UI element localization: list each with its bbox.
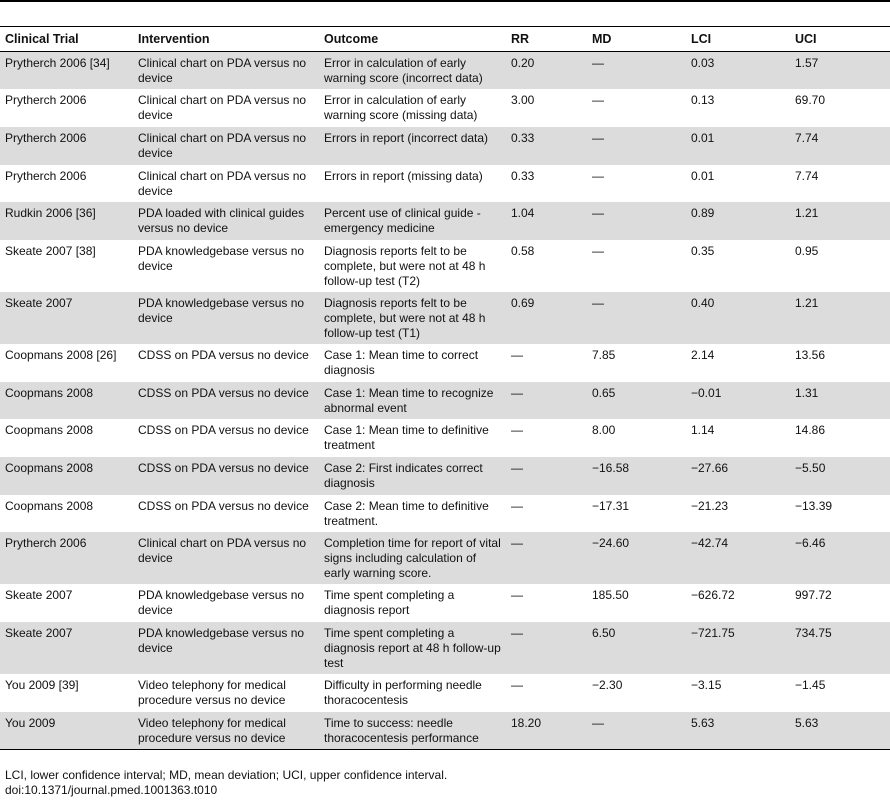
table-row — [0, 674, 890, 712]
cell-uci: 5.63 — [790, 712, 890, 750]
cell-intervention: Clinical chart on PDA versus no device — [138, 168, 307, 198]
cell-md: — — [587, 127, 686, 165]
cell-lci: 2.14 — [691, 347, 715, 362]
cell-uci: 1.21 — [790, 202, 890, 240]
cell-md: 185.50 — [592, 588, 629, 603]
cell-clinical-trial: Prytherch 2006 — [5, 168, 87, 183]
cell-intervention: CDSS on PDA versus no device — [138, 423, 309, 438]
cell-rr: 0.33 — [506, 127, 587, 165]
cell-uci: 1.31 — [790, 382, 890, 420]
cell-intervention: CDSS on PDA versus no device — [138, 498, 309, 513]
cell-intervention: CDSS on PDA versus no device — [138, 347, 309, 362]
cell-outcome: Case 1: Mean time to recognize abnormal event — [319, 382, 506, 420]
table-row — [0, 532, 890, 584]
cell-md: — — [592, 243, 604, 258]
cell-clinical-trial: Prytherch 2006 — [0, 127, 133, 165]
cell-clinical-trial: Prytherch 2006 — [0, 532, 133, 584]
cell-rr: 0.58 — [511, 243, 535, 258]
cell-intervention: PDA loaded with clinical guides versus no device — [133, 202, 319, 240]
cell-md: −2.30 — [592, 678, 623, 693]
cell-lci: 0.03 — [686, 52, 790, 90]
cell-clinical-trial: Prytherch 2006 — [5, 93, 87, 108]
cell-outcome: Diagnosis reports felt to be complete, but were not at 48 h follow-up test (T1) — [319, 292, 506, 344]
cell-clinical-trial: You 2009 — [0, 712, 133, 750]
cell-lci: −0.01 — [686, 382, 790, 420]
cell-uci: −1.45 — [795, 678, 826, 693]
cell-md: −17.31 — [592, 498, 630, 513]
cell-intervention: Video telephony for medical procedure versus no device — [138, 678, 286, 708]
cell-md: — — [587, 712, 686, 750]
cell-lci: 0.89 — [686, 202, 790, 240]
header-row — [0, 27, 890, 52]
cell-rr: 0.33 — [511, 168, 535, 183]
cell-rr: 0.20 — [506, 52, 587, 90]
cell-outcome: Completion time for report of vital signs including calculation of early warning score. — [319, 532, 506, 584]
cell-intervention: PDA knowledgebase versus no device — [133, 292, 319, 344]
cell-rr: — — [511, 347, 523, 362]
cell-uci: −5.50 — [790, 457, 890, 495]
footnote-abbreviations: LCI, lower confidence interval; MD, mean deviation; UCI, upper confidence interval. — [5, 768, 448, 782]
cell-lci: 0.01 — [686, 127, 790, 165]
cell-rr: — — [506, 382, 587, 420]
cell-uci: 1.21 — [790, 292, 890, 344]
cell-outcome: Time spent completing a diagnosis report — [324, 588, 455, 618]
results-table — [0, 26, 890, 750]
table-row — [0, 712, 890, 750]
cell-intervention: PDA knowledgebase versus no device — [133, 622, 319, 674]
cell-md: — — [587, 52, 686, 90]
cell-clinical-trial: Skeate 2007 [38] — [5, 243, 96, 258]
cell-rr: — — [511, 498, 523, 513]
cell-rr: — — [506, 622, 587, 674]
cell-outcome: Case 1: Mean time to correct diagnosis — [324, 347, 479, 377]
cell-uci: 1.57 — [790, 52, 890, 90]
cell-outcome: Case 2: First indicates correct diagnosis — [319, 457, 506, 495]
cell-clinical-trial: Rudkin 2006 [36] — [0, 202, 133, 240]
top-band — [0, 2, 890, 24]
table-row — [0, 127, 890, 165]
cell-outcome: Error in calculation of early warning score (incorrect data) — [319, 52, 506, 90]
cell-outcome: Diagnosis reports felt to be complete, but were not at 48 h follow-up test (T2) — [324, 243, 486, 288]
table-row — [0, 457, 890, 495]
cell-uci: 13.56 — [795, 347, 826, 362]
cell-rr: — — [511, 423, 523, 438]
cell-uci: 734.75 — [790, 622, 890, 674]
cell-uci: 7.74 — [795, 168, 819, 183]
cell-md: −24.60 — [587, 532, 686, 584]
cell-md: −16.58 — [587, 457, 686, 495]
header-outcome: Outcome — [319, 27, 506, 52]
table-row — [0, 382, 890, 420]
cell-lci: −21.23 — [691, 498, 729, 513]
cell-md: — — [592, 168, 604, 183]
header-md: MD — [587, 27, 686, 52]
cell-md: 0.65 — [587, 382, 686, 420]
footnote-doi: doi:10.1371/journal.pmed.1001363.t010 — [5, 783, 218, 797]
cell-clinical-trial: Coopmans 2008 — [0, 382, 133, 420]
cell-md: 8.00 — [592, 423, 616, 438]
table-row — [0, 165, 890, 203]
cell-outcome: Time to success: needle thoracocentesis performance — [319, 712, 506, 750]
cell-rr: — — [506, 532, 587, 584]
table-row — [0, 202, 890, 240]
cell-outcome: Error in calculation of early warning score (missing data) — [324, 93, 478, 123]
cell-intervention: CDSS on PDA versus no device — [133, 457, 319, 495]
cell-rr: 1.04 — [506, 202, 587, 240]
cell-lci: −626.72 — [691, 588, 735, 603]
cell-clinical-trial: Prytherch 2006 [34] — [0, 52, 133, 90]
cell-intervention: Video telephony for medical procedure versus no device — [133, 712, 319, 750]
cell-intervention: CDSS on PDA versus no device — [133, 382, 319, 420]
cell-md: — — [587, 292, 686, 344]
cell-clinical-trial: Skeate 2007 — [0, 292, 133, 344]
cell-outcome: Case 2: Mean time to definitive treatment. — [324, 498, 489, 528]
cell-lci: 0.40 — [686, 292, 790, 344]
header-intervention: Intervention — [133, 27, 319, 52]
table-row — [0, 292, 890, 344]
cell-clinical-trial: Skeate 2007 — [0, 622, 133, 674]
cell-lci: 0.01 — [691, 168, 715, 183]
cell-intervention: PDA knowledgebase versus no device — [138, 588, 305, 618]
table-row — [0, 52, 890, 90]
cell-lci: 0.35 — [691, 243, 715, 258]
cell-uci: 69.70 — [795, 93, 826, 108]
table-row — [0, 344, 890, 382]
cell-lci: −721.75 — [686, 622, 790, 674]
cell-rr: 0.69 — [506, 292, 587, 344]
cell-rr: — — [511, 678, 523, 693]
cell-lci: 5.63 — [686, 712, 790, 750]
cell-clinical-trial: Coopmans 2008 — [5, 498, 94, 513]
cell-lci: 1.14 — [691, 423, 715, 438]
cell-uci: −13.39 — [795, 498, 833, 513]
cell-rr: 3.00 — [511, 93, 535, 108]
cell-outcome: Errors in report (missing data) — [324, 168, 483, 183]
table-row — [0, 584, 890, 622]
table-row — [0, 240, 890, 292]
cell-clinical-trial: You 2009 [39] — [5, 678, 79, 693]
cell-uci: 14.86 — [795, 423, 826, 438]
cell-outcome: Difficulty in performing needle thoracocentesis — [324, 678, 482, 708]
header-clinical-trial: Clinical Trial — [0, 27, 133, 52]
cell-uci: 7.74 — [790, 127, 890, 165]
cell-rr: — — [511, 588, 523, 603]
cell-outcome: Errors in report (incorrect data) — [319, 127, 506, 165]
cell-clinical-trial: Coopmans 2008 — [0, 457, 133, 495]
table-row — [0, 89, 890, 127]
header-uci: UCI — [790, 27, 890, 52]
cell-md: 6.50 — [587, 622, 686, 674]
cell-intervention: Clinical chart on PDA versus no device — [138, 93, 307, 123]
cell-md: 7.85 — [592, 347, 616, 362]
cell-clinical-trial: Coopmans 2008 — [5, 423, 94, 438]
cell-clinical-trial: Skeate 2007 — [5, 588, 73, 603]
table-row — [0, 419, 890, 457]
table-row — [0, 495, 890, 533]
cell-clinical-trial: Coopmans 2008 [26] — [5, 347, 117, 362]
cell-uci: −6.46 — [790, 532, 890, 584]
cell-lci: 0.13 — [691, 93, 715, 108]
cell-intervention: Clinical chart on PDA versus no device — [133, 52, 319, 90]
cell-rr: — — [506, 457, 587, 495]
cell-intervention: Clinical chart on PDA versus no device — [133, 127, 319, 165]
header-lci: LCI — [686, 27, 790, 52]
cell-uci: 0.95 — [795, 243, 819, 258]
cell-md: — — [592, 93, 604, 108]
cell-intervention: PDA knowledgebase versus no device — [138, 243, 305, 273]
cell-rr: 18.20 — [506, 712, 587, 750]
cell-outcome: Case 1: Mean time to definitive treatment — [324, 423, 489, 453]
cell-intervention: Clinical chart on PDA versus no device — [133, 532, 319, 584]
table-row — [0, 622, 890, 674]
header-rr: RR — [506, 27, 587, 52]
cell-lci: −42.74 — [686, 532, 790, 584]
cell-md: — — [587, 202, 686, 240]
cell-outcome: Percent use of clinical guide - emergency medicine — [319, 202, 506, 240]
cell-outcome: Time spent completing a diagnosis report at 48 h follow-up test — [319, 622, 506, 674]
cell-lci: −3.15 — [691, 678, 722, 693]
cell-uci: 997.72 — [795, 588, 832, 603]
cell-lci: −27.66 — [686, 457, 790, 495]
